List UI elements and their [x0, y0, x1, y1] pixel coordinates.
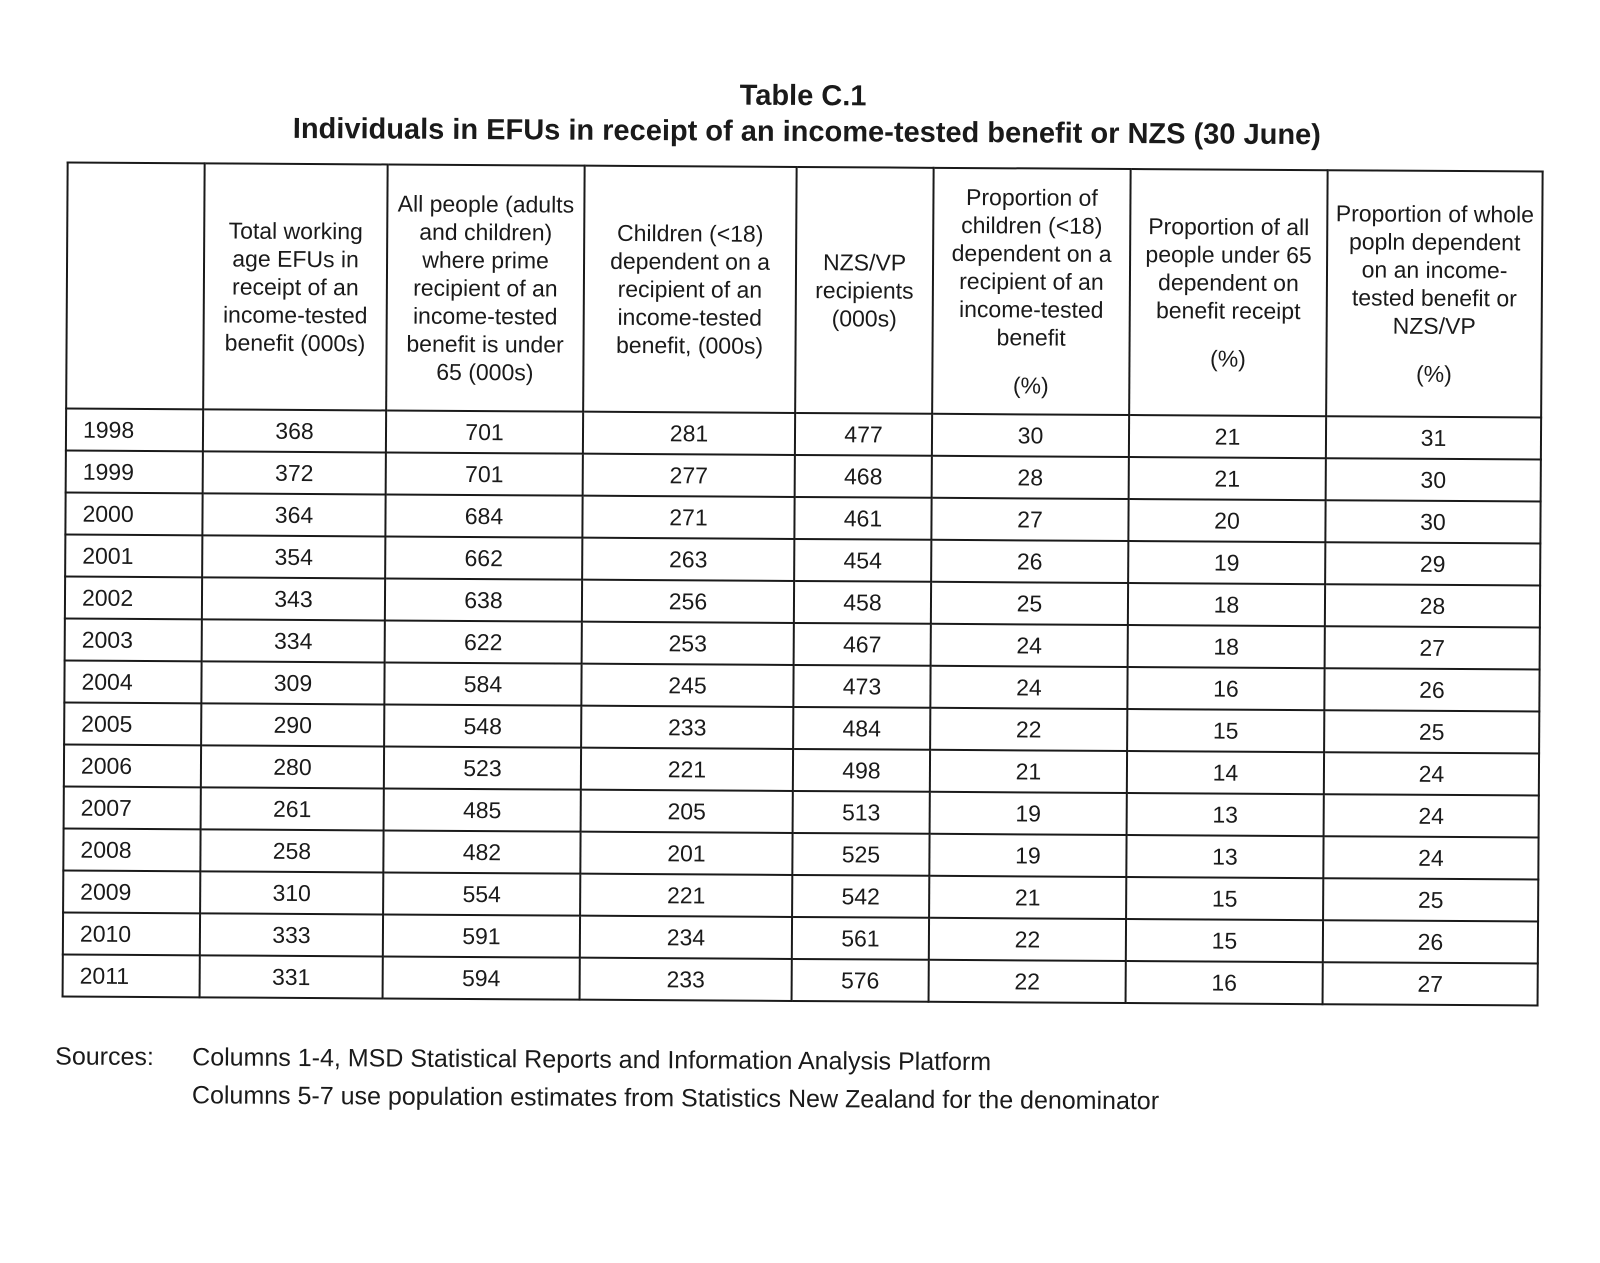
- header-unit: (%): [1012, 372, 1049, 399]
- table-cell: 18: [1128, 625, 1325, 668]
- table-cell: 24: [1323, 836, 1538, 879]
- table-cell: 309: [201, 661, 384, 704]
- table-cell: 253: [582, 622, 794, 665]
- table-cell: 14: [1127, 751, 1324, 794]
- header-cell-children: Children (<18) dependent on a recipient of an income-tested benefit, (000s): [583, 166, 796, 413]
- table-cell: 454: [794, 539, 931, 582]
- table-cell: 21: [1129, 415, 1326, 458]
- table-cell: 24: [931, 624, 1128, 667]
- header-cell-prop-under-65: Proportion of all people under 65 dependent on benefit receipt (%): [1129, 169, 1327, 416]
- table-cell: 25: [1324, 710, 1539, 753]
- year-cell: 2005: [64, 703, 201, 746]
- header-cell-prop-children: Proportion of children (<18) dependent on a recipient of an income-tested benefit (%): [932, 168, 1130, 415]
- year-cell: 1999: [66, 451, 203, 494]
- table-cell: 15: [1127, 709, 1324, 752]
- table-cell: 594: [383, 956, 580, 999]
- table-cell: 27: [1325, 626, 1540, 669]
- table-cell: 21: [1129, 457, 1326, 500]
- table-cell: 26: [1324, 668, 1539, 711]
- year-cell: 2009: [63, 871, 200, 914]
- year-cell: 2004: [64, 661, 201, 704]
- table-cell: 701: [386, 452, 583, 495]
- table-cell: 19: [930, 792, 1127, 835]
- header-cell-total-efus: Total working age EFUs in receipt of an income-tested benefit (000s): [203, 163, 387, 410]
- table-cell: 30: [1326, 458, 1541, 501]
- table-cell: 30: [932, 414, 1129, 457]
- table-cell: 554: [383, 872, 580, 915]
- table-cell: 16: [1127, 667, 1324, 710]
- table-cell: 310: [200, 871, 383, 914]
- year-cell: 2008: [63, 829, 200, 872]
- table-cell: 256: [582, 580, 794, 623]
- header-cell-year: [66, 163, 205, 410]
- table-cell: 27: [931, 498, 1128, 541]
- year-cell: 2006: [64, 745, 201, 788]
- table-cell: 513: [793, 791, 930, 834]
- table-cell: 523: [384, 746, 581, 789]
- table-cell: 498: [793, 749, 930, 792]
- table-cell: 29: [1325, 542, 1540, 585]
- table-cell: 364: [202, 493, 385, 536]
- table-cell: 21: [930, 750, 1127, 793]
- table-cell: 622: [385, 620, 582, 663]
- table-cell: 477: [795, 413, 932, 456]
- sources-line-1: Columns 1-4, MSD Statistical Reports and Information Analysis Platform: [192, 1043, 992, 1077]
- table-cell: 542: [792, 875, 929, 918]
- table-cell: 25: [931, 582, 1128, 625]
- table-cell: 13: [1126, 835, 1323, 878]
- table-cell: 233: [581, 706, 793, 749]
- table-cell: 333: [200, 913, 383, 956]
- table-cell: 28: [1325, 584, 1540, 627]
- table-cell: 354: [202, 535, 385, 578]
- table-cell: 684: [385, 494, 582, 537]
- table-cell: 24: [1324, 794, 1539, 837]
- table-cell: 277: [583, 454, 795, 497]
- year-cell: 2010: [63, 913, 200, 956]
- header-cell-all-people: All people (adults and children) where prime recipient of an income-tested benefit is under 65 (000s): [386, 164, 584, 411]
- table-cell: 591: [383, 914, 580, 957]
- table-cell: 473: [793, 665, 930, 708]
- table-cell: 28: [932, 456, 1129, 499]
- table-cell: 13: [1127, 793, 1324, 836]
- table-cell: 25: [1323, 878, 1538, 921]
- year-cell: 2007: [64, 787, 201, 830]
- table-cell: 561: [792, 917, 929, 960]
- table-title: Individuals in EFUs in receipt of an income-tested benefit or NZS (30 June): [292, 112, 1321, 152]
- table-cell: 16: [1126, 961, 1323, 1004]
- table-cell: 701: [386, 410, 583, 453]
- table-cell: 576: [792, 959, 929, 1002]
- table-cell: 21: [929, 876, 1126, 919]
- table-row: [63, 955, 1538, 1006]
- table-cell: 245: [581, 664, 793, 707]
- table-cell: 22: [929, 918, 1126, 961]
- table-cell: 484: [793, 707, 930, 750]
- table-cell: 19: [929, 834, 1126, 877]
- table-cell: 368: [203, 409, 386, 452]
- header-cell-nzs-vp: NZS/VP recipients (000s): [795, 167, 934, 414]
- sources-line-2: Columns 5-7 use population estimates from Statistics New Zealand for the denominator: [191, 1081, 1160, 1116]
- table-cell: 525: [792, 833, 929, 876]
- table-cell: 30: [1325, 500, 1540, 543]
- table-cell: 221: [580, 874, 792, 917]
- table-cell: 263: [582, 538, 794, 581]
- table-cell: 485: [384, 788, 581, 831]
- table-cell: 334: [202, 619, 385, 662]
- table-cell: 24: [930, 666, 1127, 709]
- table-cell: 26: [931, 540, 1128, 583]
- year-cell: 1998: [66, 409, 203, 452]
- header-unit: (%): [1415, 360, 1452, 387]
- table-number: Table C.1: [739, 79, 867, 113]
- table-body: [63, 409, 1542, 1006]
- header-unit: (%): [1210, 345, 1246, 372]
- table-cell: 467: [794, 623, 931, 666]
- table-cell: 26: [1323, 920, 1538, 963]
- table-cell: 234: [580, 916, 792, 959]
- table-cell: 482: [383, 830, 580, 873]
- table-cell: 201: [580, 832, 792, 875]
- table-cell: 584: [384, 662, 581, 705]
- table-cell: 548: [384, 704, 581, 747]
- year-cell: 2011: [63, 955, 200, 998]
- table-cell: 468: [795, 455, 932, 498]
- table-cell: 662: [385, 536, 582, 579]
- benefit-table: [62, 162, 1544, 1007]
- table-cell: 290: [201, 703, 384, 746]
- year-cell: 2003: [65, 619, 202, 662]
- table-cell: 15: [1126, 919, 1323, 962]
- table-cell: 22: [929, 960, 1126, 1003]
- table-cell: 205: [581, 790, 793, 833]
- table-cell: 280: [201, 745, 384, 788]
- table-cell: 458: [794, 581, 931, 624]
- table-cell: 22: [930, 708, 1127, 751]
- sources-label: Sources:: [55, 1042, 154, 1072]
- table-cell: 19: [1128, 541, 1325, 584]
- table-cell: 281: [583, 412, 795, 455]
- table-cell: 31: [1326, 416, 1541, 459]
- table-cell: 461: [794, 497, 931, 540]
- sources-lines: [192, 1038, 1160, 1120]
- year-cell: 2000: [65, 493, 202, 536]
- table-cell: 271: [582, 496, 794, 539]
- table-cell: 20: [1128, 499, 1325, 542]
- table-cell: 343: [202, 577, 385, 620]
- table-cell: 331: [200, 955, 383, 998]
- table-cell: 372: [203, 451, 386, 494]
- table-cell: 24: [1324, 752, 1539, 795]
- year-cell: 2001: [65, 535, 202, 578]
- table-cell: 233: [580, 958, 792, 1001]
- table-header-row: [66, 163, 1542, 418]
- table-cell: 15: [1126, 877, 1323, 920]
- table-cell: 258: [200, 829, 383, 872]
- header-cell-prop-whole-popln: Proportion of whole popln dependent on an income-tested benefit or NZS/VP (%): [1326, 170, 1542, 417]
- table-title-block: [3, 73, 1600, 155]
- table-cell: 18: [1128, 583, 1325, 626]
- table-cell: 261: [201, 787, 384, 830]
- table-cell: 221: [581, 748, 793, 791]
- year-cell: 2002: [65, 577, 202, 620]
- table-cell: 27: [1323, 962, 1538, 1005]
- table-cell: 638: [385, 578, 582, 621]
